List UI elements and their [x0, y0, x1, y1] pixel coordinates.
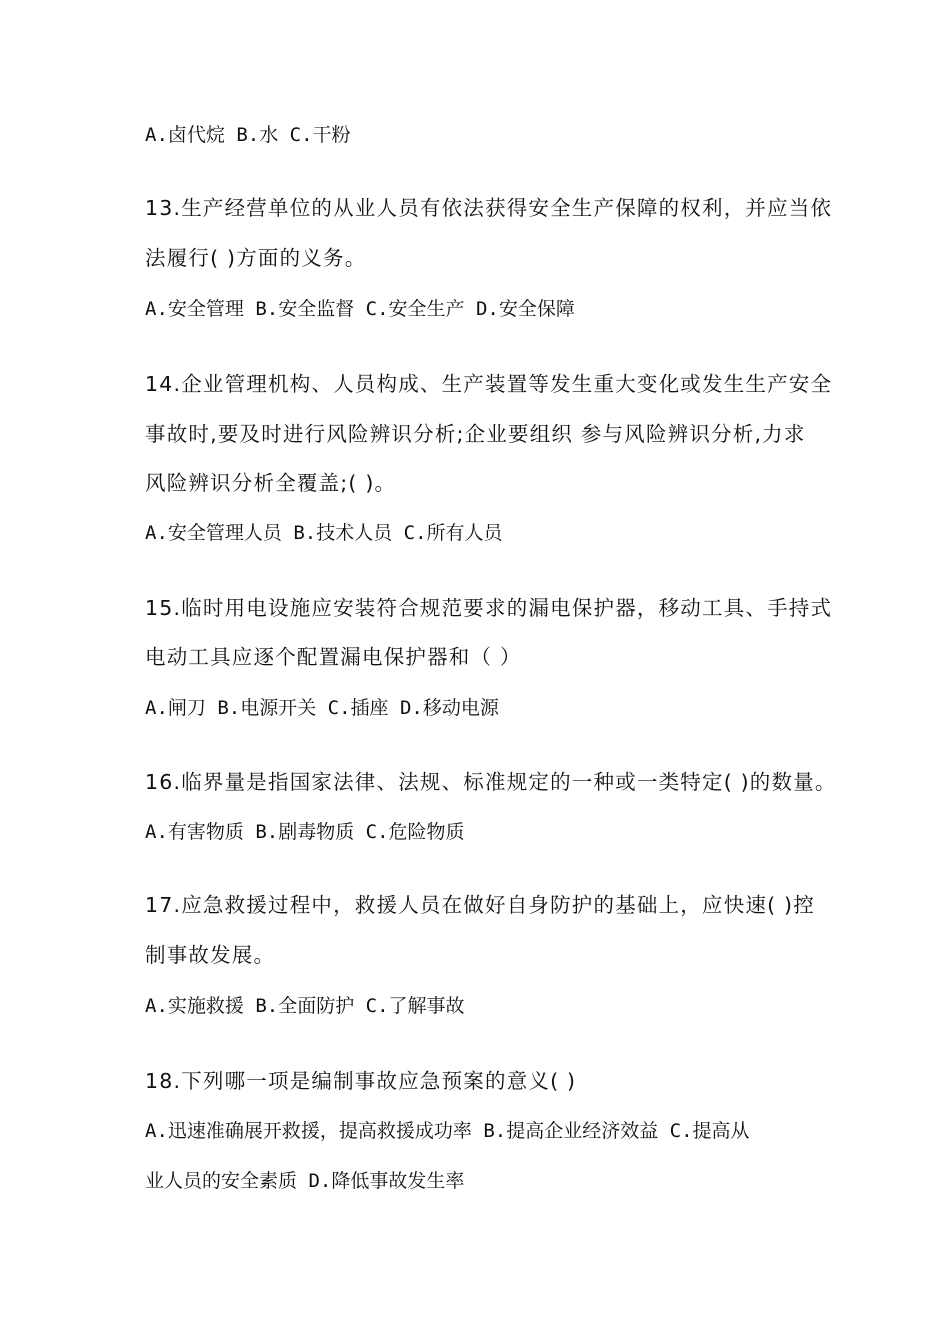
q15-options: A.闸刀 B.电源开关 C.插座 D.移动电源	[145, 697, 499, 719]
q13-text-line-1: 13.生产经营单位的从业人员有依法获得安全生产保障的权利，并应当依	[145, 196, 833, 220]
q18-text-line-1: 18.下列哪一项是编制事故应急预案的意义( )	[145, 1069, 577, 1093]
q13-options: A.安全管理 B.安全监督 C.安全生产 D.安全保障	[145, 298, 575, 320]
q14-text-line-1: 14.企业管理机构、人员构成、生产装置等发生重大变化或发生生产安全	[145, 372, 833, 396]
q17-text-line-1: 17.应急救援过程中，救援人员在做好自身防护的基础上，应快速( )控	[145, 893, 815, 917]
q14-text-line-2: 事故时,要及时进行风险辨识分析;企业要组织 参与风险辨识分析,力求	[145, 422, 806, 446]
q15-text-line-1: 15.临时用电设施应安装符合规范要求的漏电保护器，移动工具、手持式	[145, 596, 833, 620]
q16-text-line-1: 16.临界量是指国家法律、法规、标准规定的一种或一类特定( )的数量。	[145, 770, 837, 794]
q18-options-line-1: A.迅速准确展开救援，提高救援成功率 B.提高企业经济效益 C.提高从	[145, 1120, 750, 1142]
q17-options: A.实施救援 B.全面防护 C.了解事故	[145, 995, 465, 1017]
q13-text-line-2: 法履行( )方面的义务。	[145, 246, 367, 270]
q15-text-line-2: 电动工具应逐个配置漏电保护器和（ ）	[145, 645, 522, 669]
q17-text-line-2: 制事故发展。	[145, 943, 276, 967]
q14-options: A.安全管理人员 B.技术人员 C.所有人员	[145, 522, 503, 544]
q12-options: A.卤代烷 B.水 C.干粉	[145, 124, 351, 146]
q16-options: A.有害物质 B.剧毒物质 C.危险物质	[145, 821, 465, 843]
q14-text-line-3: 风险辨识分析全覆盖;( )。	[145, 471, 397, 495]
q18-options-line-2: 业人员的安全素质 D.降低事故发生率	[145, 1170, 465, 1192]
